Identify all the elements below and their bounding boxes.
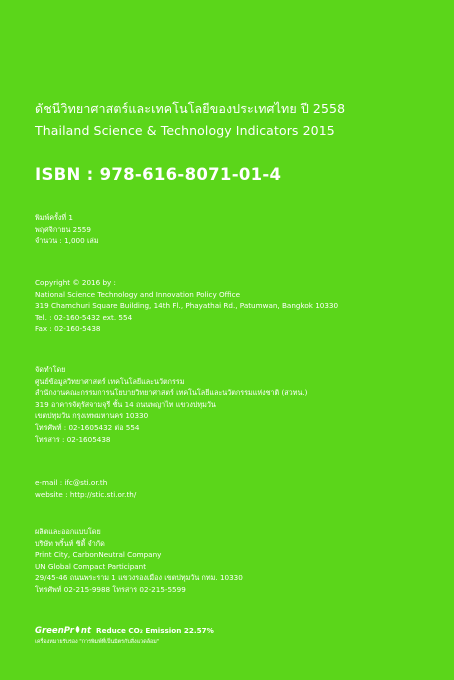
publisher-line: 319 อาคารจัตุรัสจามจุรี ชั้น 14 ถนนพญาไท แขวงปทุมวัน (35, 399, 216, 409)
copyright-line: 319 Chamchuri Square Building, 14th Fl., Phayathai Rd., Patumwan, Bangkok 10330 (35, 301, 339, 311)
producer-line: 29/45-46 ถนนพระราม 1 แขวงรองเมือง เขตปทุมวัน กทม. 10330 (35, 573, 243, 583)
greenprint-logo-right: nt (80, 626, 92, 636)
thai-title: ดัชนีวิทยาศาสตร์และเทคโนโลยีของประเทศไทย ปี 2558 (35, 101, 346, 116)
publisher-line: ศูนย์ข้อมูลวิทยาศาสตร์ เทคโนโลยีและนวัตกรรม (35, 376, 185, 386)
edition-line: พิมพ์ครั้งที่ 1 (35, 213, 73, 222)
greenprint-logo-left: GreenPr (35, 626, 74, 636)
english-title: Thailand Science & Technology Indicators 2015 (35, 123, 335, 138)
website-text: website : http://stic.sti.or.th/ (35, 489, 137, 499)
producer-info (35, 526, 243, 596)
greenprint-tagline: เครื่องหมายรับรอง "การพิมพ์ที่เป็นมิตรกับสิ่งแวดล้อม" (35, 639, 160, 645)
email-text: e-mail : ifc@sti.or.th (35, 478, 108, 487)
copyright-line: Copyright © 2016 by : (35, 278, 116, 287)
copyright-line: National Science Technology and Innovation Policy Office (35, 289, 241, 299)
producer-line: Print City, CarbonNeutral Company (35, 550, 162, 560)
isbn: ISBN : 978-616-8071-01-4 (35, 165, 282, 184)
producer-line: UN Global Compact Participant (35, 561, 147, 571)
publisher-line: เขตปทุมวัน กรุงเทพมหานคร 10330 (35, 411, 149, 421)
leaf-icon (75, 626, 80, 633)
edition-line: จำนวน : 1,000 เล่ม (35, 236, 99, 246)
edition-line: พฤศจิกายน 2559 (35, 224, 91, 234)
publisher-line: โทรสาร : 02-1605438 (35, 434, 111, 444)
greenprint-logo (35, 626, 91, 636)
edition-info (35, 212, 99, 247)
copyright-info (35, 277, 338, 335)
copyright-line: Tel. : 02-160-5432 ext. 554 (35, 312, 133, 322)
co2-reduction-text: Reduce CO₂ Emission 22.57% (96, 626, 214, 635)
title-block (35, 98, 345, 142)
publisher-line: จัดทำโดย (35, 365, 66, 374)
producer-line: ผลิตและออกแบบโดย (35, 527, 101, 536)
publisher-line: โทรศัพท์ : 02-1605432 ต่อ 554 (35, 422, 140, 432)
publisher-line: สำนักงานคณะกรรมการนโยบายวิทยาศาสตร์ เทคโนโลยีและนวัตกรรมแห่งชาติ (สวทน.) (35, 388, 308, 398)
publisher-info (35, 364, 307, 445)
copyright-line: Fax : 02-160-5438 (35, 324, 101, 334)
producer-line: โทรศัพท์ 02-215-9988 โทรสาร 02-215-5599 (35, 584, 186, 594)
producer-line: บริษัท พริ้นท์ ซิตี้ จำกัด (35, 538, 105, 548)
contact-info (35, 477, 136, 500)
greenprint-mark (35, 626, 214, 646)
